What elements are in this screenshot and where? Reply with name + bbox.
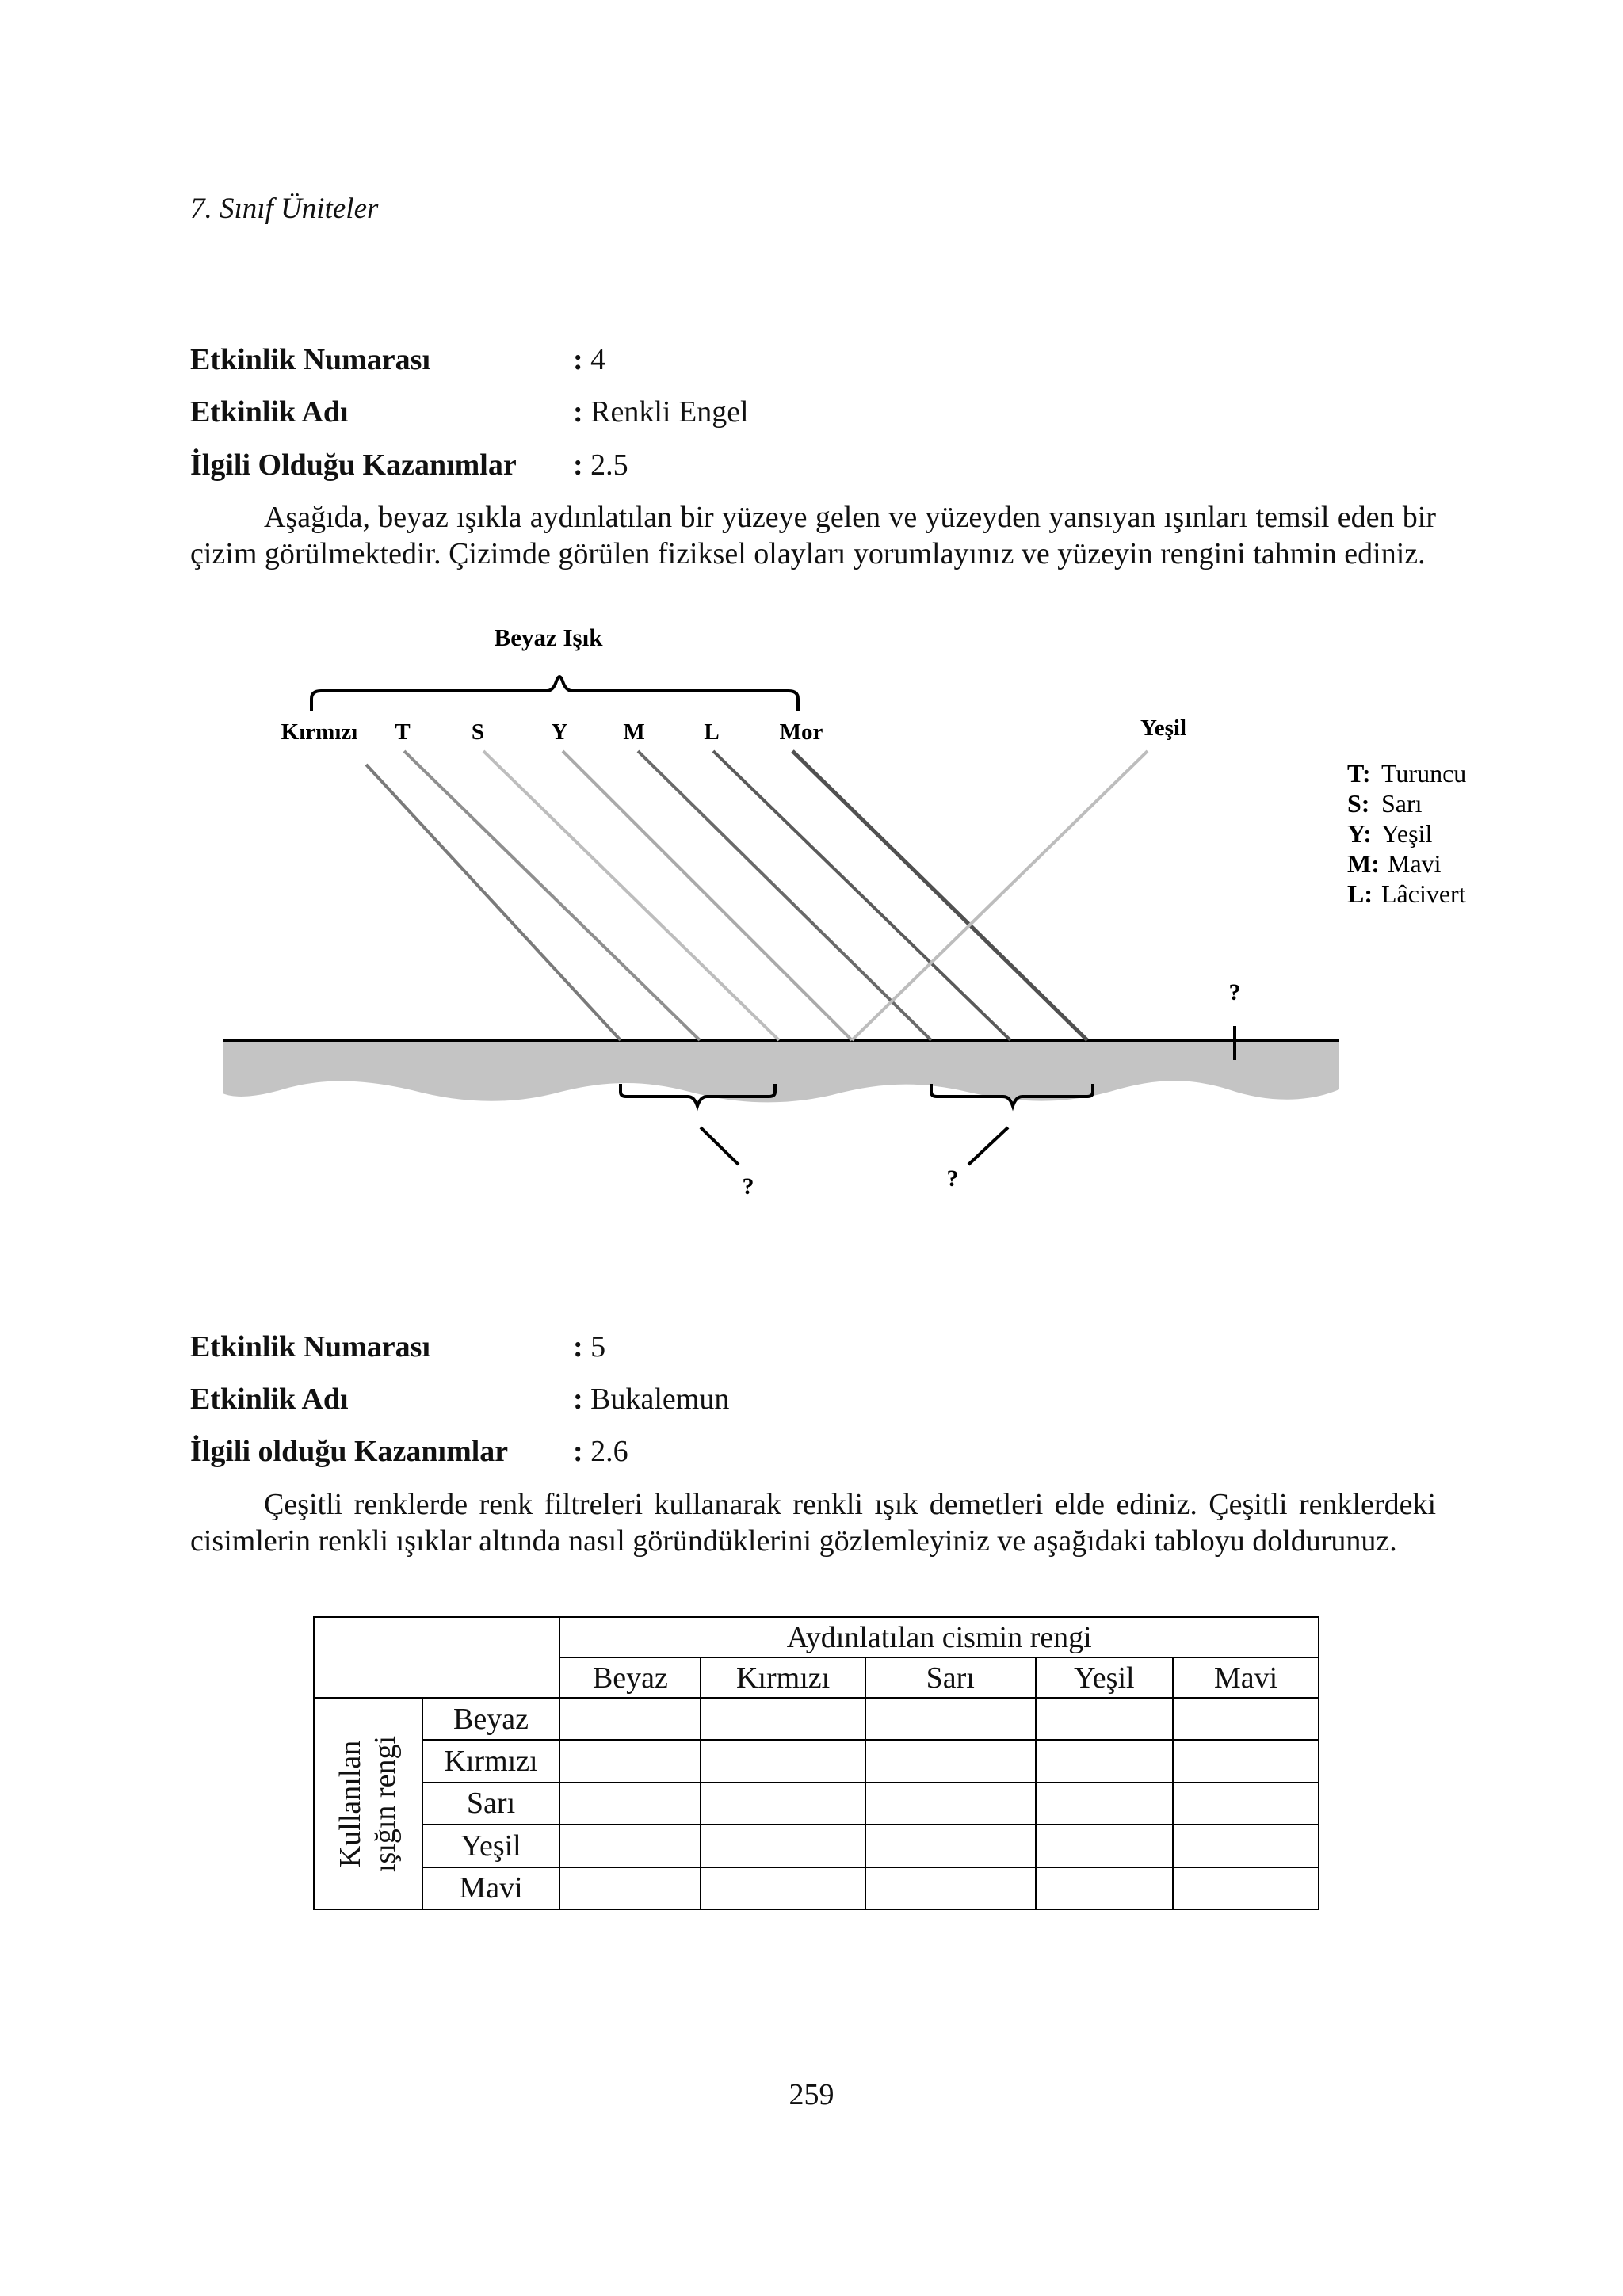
legend-item-t: T: [1347, 759, 1371, 788]
answer-cell[interactable] [865, 1740, 1036, 1782]
column-header-red: Kırmızı [701, 1657, 865, 1698]
answer-cell[interactable] [1173, 1867, 1319, 1909]
ray-yellow [483, 751, 779, 1040]
pointer-left [701, 1127, 739, 1165]
table-row [314, 1698, 1319, 1740]
answer-cell[interactable] [1036, 1740, 1174, 1782]
activity4-gains-value: : 2.5 [573, 448, 628, 482]
activity5-number-label: Etkinlik Numarası [190, 1330, 431, 1363]
answer-cell[interactable] [701, 1783, 865, 1825]
activity4-number-value: : 4 [573, 343, 606, 376]
ray-navy [713, 751, 1010, 1040]
legend-item-l: L: [1347, 879, 1373, 908]
answer-cell[interactable] [865, 1698, 1036, 1740]
answer-cell[interactable] [559, 1783, 701, 1825]
column-header-white: Beyaz [559, 1657, 701, 1698]
legend-item-s: S: [1347, 789, 1370, 818]
activity5-gains-value: : 2.6 [573, 1435, 628, 1468]
column-header-yellow: Sarı [865, 1657, 1036, 1698]
answer-cell[interactable] [1036, 1698, 1174, 1740]
answer-cell[interactable] [1036, 1867, 1174, 1909]
surface [223, 1040, 1339, 1102]
row-header-green: Yeşil [422, 1825, 560, 1867]
ray-label-violet: Mor [779, 719, 823, 745]
activity4-name-label: Etkinlik Adı [190, 395, 349, 429]
answer-cell[interactable] [559, 1867, 701, 1909]
ray-label-blue: M [623, 719, 645, 745]
answer-cell[interactable] [701, 1825, 865, 1867]
activity5-description: Çeşitli renklerde renk filtreleri kullanarak renkli ışık demetleri elde ediniz. Çeşitli renklerdeki cisimlerin renkli ışıklar altında nasıl göründüklerini gözlemleyiniz ve aşağıdaki tabloyu doldurunuz. [190, 1488, 1436, 1558]
ray-red [366, 765, 621, 1040]
table-row [314, 1825, 1319, 1867]
activity5-gains-label: İlgili olduğu Kazanımlar [190, 1435, 509, 1468]
ray-label-green: Y [551, 719, 568, 745]
row-header-red: Kırmızı [422, 1740, 560, 1782]
answer-cell[interactable] [559, 1698, 701, 1740]
ray-label-yellow: S [471, 719, 485, 745]
ray-green [563, 751, 852, 1040]
question-mark-left-brace: ? [742, 1173, 754, 1199]
answer-cell[interactable] [865, 1867, 1036, 1909]
legend-value-s: Sarı [1381, 789, 1423, 818]
answer-cell[interactable] [1173, 1698, 1319, 1740]
table-top-header: Aydınlatılan cismin rengi [559, 1617, 1319, 1657]
answer-cell[interactable] [701, 1740, 865, 1782]
legend-value-l: Lâcivert [1381, 879, 1466, 908]
table-row [314, 1783, 1319, 1825]
question-mark-right-brace: ? [946, 1165, 959, 1192]
page-header: 7. Sınıf Üniteler [190, 193, 379, 225]
column-header-green: Yeşil [1036, 1657, 1174, 1698]
activity4-description: Aşağıda, beyaz ışıkla aydınlatılan bir yüzeye gelen ve yüzeyden yansıyan ışınları temsil eden bir çizim görülmektedir. Çizimde görülen fiziksel olayları yorumlayınız ve yüzeyin rengini tahmin ediniz. [190, 501, 1436, 570]
answer-cell[interactable] [701, 1698, 865, 1740]
row-header-white: Beyaz [422, 1698, 560, 1740]
activity4-gains-label: İlgili Olduğu Kazanımlar [190, 448, 517, 482]
ray-label-red: Kırmızı [281, 719, 358, 745]
answer-cell[interactable] [1036, 1825, 1174, 1867]
row-header-blue: Mavi [422, 1867, 560, 1909]
page-number: 259 [789, 2078, 834, 2111]
answer-cell[interactable] [865, 1783, 1036, 1825]
table-corner-cell [314, 1617, 559, 1698]
ray-label-orange: T [395, 719, 411, 745]
legend-value-m: Mavi [1388, 849, 1442, 878]
answer-cell[interactable] [1036, 1783, 1174, 1825]
legend-value-t: Turuncu [1381, 759, 1467, 788]
answer-cell[interactable] [1173, 1740, 1319, 1782]
activity5-name-value: : Bukalemun [573, 1383, 730, 1416]
answer-cell[interactable] [559, 1740, 701, 1782]
reflected-ray-label: Yeşil [1140, 715, 1186, 741]
answer-cell[interactable] [865, 1825, 1036, 1867]
answer-cell[interactable] [1173, 1783, 1319, 1825]
ray-reflected-green [852, 751, 1148, 1040]
white-light-label: Beyaz Işık [494, 624, 603, 651]
ray-label-navy: L [704, 719, 720, 745]
question-mark-right: ? [1228, 979, 1241, 1005]
ray-violet [792, 751, 1087, 1040]
white-light-brace [311, 677, 798, 711]
color-observation-table [313, 1616, 1319, 1910]
table-row [314, 1867, 1319, 1909]
color-legend [1347, 759, 1466, 908]
ray-blue [638, 751, 931, 1040]
activity4-number-label: Etkinlik Numarası [190, 343, 431, 376]
answer-cell[interactable] [701, 1867, 865, 1909]
row-header-yellow: Sarı [422, 1783, 560, 1825]
legend-item-m: M: [1347, 849, 1380, 878]
activity5-name-label: Etkinlik Adı [190, 1383, 349, 1416]
activity5-number-value: : 5 [573, 1330, 606, 1363]
answer-cell[interactable] [1173, 1825, 1319, 1867]
table-row [314, 1740, 1319, 1782]
legend-item-y: Y: [1347, 819, 1372, 848]
answer-cell[interactable] [559, 1825, 701, 1867]
pointer-right [968, 1127, 1008, 1165]
activity4-name-value: : Renkli Engel [573, 395, 749, 429]
column-header-blue: Mavi [1173, 1657, 1319, 1698]
side-header: Kullanılan ışığın rengi [314, 1698, 422, 1909]
ray-orange [404, 751, 700, 1040]
legend-value-y: Yeşil [1381, 819, 1433, 848]
